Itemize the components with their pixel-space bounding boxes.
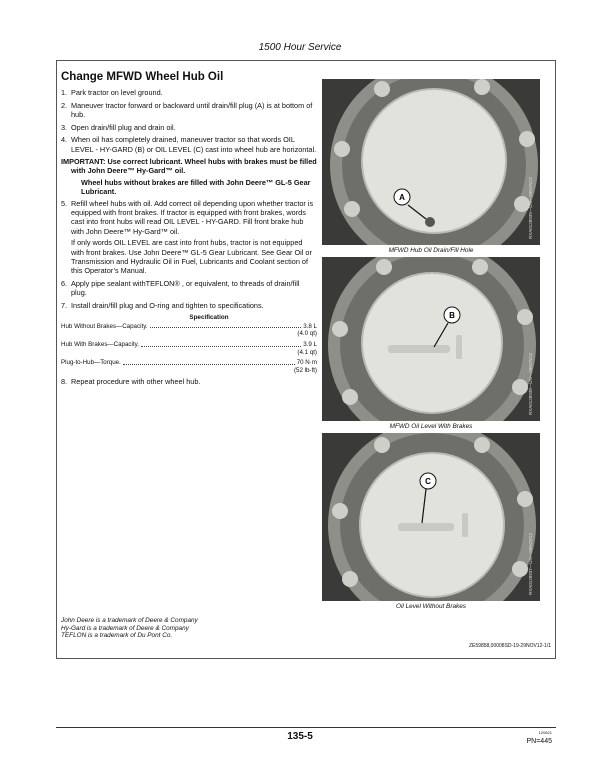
step-text: Install drain/fill plug and O-ring and tighten to specifications. bbox=[71, 301, 264, 311]
section-title: Change MFWD Wheel Hub Oil bbox=[61, 71, 224, 83]
step-text: When oil has completely drained, maneuver tractor so that words OIL LEVEL - HY-GARD (B) or OIL LEVEL (C) cast into wheel hub are horizontal. bbox=[71, 135, 317, 154]
step-text: Repeat procedure with other wheel hub. bbox=[71, 377, 201, 387]
hub-with-brakes-illustration bbox=[322, 257, 540, 421]
callout-c: C bbox=[425, 477, 431, 486]
step-5 bbox=[61, 199, 317, 236]
step-number: 1. bbox=[61, 88, 68, 97]
footer-small-code: 120621 bbox=[538, 730, 552, 735]
reference-code: ZE59858,00008SD-19-29NOV12-1/1 bbox=[469, 643, 551, 649]
procedure-column bbox=[61, 71, 317, 390]
trademark-line: TEFLON is a trademark of Du Pont Co. bbox=[61, 632, 173, 639]
trademark-line: Hy-Gard is a trademark of Deere & Company bbox=[61, 624, 189, 632]
spec-label: Hub Without Brakes—Capacity. bbox=[61, 322, 148, 330]
running-header: 1500 Hour Service bbox=[258, 42, 342, 53]
important-line-2: Wheel hubs without brakes are filled with John Deere™ GL-5 Gear Lubricant. bbox=[81, 177, 311, 196]
hub-drain-plug-illustration bbox=[322, 79, 540, 245]
step-4 bbox=[61, 135, 317, 153]
step-text: Open drain/fill plug and drain oil. bbox=[71, 122, 176, 132]
step-3 bbox=[61, 123, 317, 132]
step-number: 7. bbox=[61, 301, 68, 311]
step-number: 6. bbox=[61, 279, 68, 289]
step-text: Maneuver tractor forward or backward until drain/fill plug (A) is at bottom of hub. bbox=[71, 100, 313, 119]
callout-a: A bbox=[399, 193, 405, 202]
figure-caption-b: MFWD Oil Level With Brakes bbox=[389, 423, 473, 430]
step-number: 3. bbox=[61, 122, 68, 132]
spec-row bbox=[61, 323, 317, 338]
leader-dots bbox=[123, 364, 295, 365]
step-text: Park tractor on level ground. bbox=[71, 88, 163, 97]
page-number: 135-5 bbox=[287, 731, 313, 742]
step-text: Refill wheel hubs with oil. Add correct oil depending upon whether tractor is equipped with front brakes. If tractor is equipped with front brakes, words cast into front hubs will read OIL LEVEL - HY-GARD. Fill front brake hub with John Deere™ Hy-Gard™ oil. bbox=[71, 199, 314, 236]
step-6 bbox=[61, 279, 317, 297]
footer-rule bbox=[56, 727, 556, 728]
figure-code: RXA0128937—UN—29NOV12 bbox=[528, 532, 533, 595]
leader-dots bbox=[141, 346, 301, 347]
spec-value: 3.8 L bbox=[303, 322, 317, 330]
step-number: 5. bbox=[61, 199, 68, 209]
important-lead: IMPORTANT: bbox=[61, 157, 106, 167]
important-notice bbox=[61, 157, 317, 196]
callout-b: B bbox=[449, 311, 455, 320]
content-frame bbox=[56, 60, 556, 659]
pn-label: PN=445 bbox=[526, 738, 552, 745]
specification-title: Specification bbox=[189, 313, 229, 321]
hub-photo-with-brakes bbox=[322, 257, 540, 421]
hub-without-brakes-illustration bbox=[322, 433, 540, 601]
trademark-notices bbox=[61, 617, 198, 640]
trademark-line: John Deere is a trademark of Deere & Company bbox=[61, 617, 198, 624]
step-8 bbox=[61, 377, 317, 386]
spec-value: 70 N·m bbox=[296, 359, 317, 367]
spec-label: Plug-to-Hub—Torque. bbox=[61, 359, 121, 367]
spec-row bbox=[61, 359, 317, 374]
figure-code: RXA0128938—UN—29NOV12 bbox=[528, 352, 533, 415]
figure-caption-c: Oil Level Without Brakes bbox=[396, 603, 466, 610]
figure-caption-a: MFWD Hub Oil Drain/Fill Hole bbox=[388, 247, 474, 254]
step-5-note: If only words OIL LEVEL are cast into front hubs, tractor is not equipped with front brakes. Use John Deere™ GL-5 Gear Lubricant. See Gear Oil or Transmission and Hydraulic Oil in Fuel, Lubricants and Coolant section of this Operator’s Manual. bbox=[71, 238, 312, 275]
step-number: 4. bbox=[61, 135, 68, 145]
spec-label: Hub With Brakes—Capacity. bbox=[61, 340, 139, 348]
step-text: Apply pipe sealant withTEFLON® , or equivalent, to threads of drain/fill plug. bbox=[71, 279, 300, 298]
hub-photo-without-brakes bbox=[322, 433, 540, 601]
spec-row bbox=[61, 341, 317, 356]
step-number: 2. bbox=[61, 100, 68, 110]
spec-alt-value: (4.0 qt) bbox=[297, 330, 317, 338]
spec-alt-value: (52 lb-ft) bbox=[293, 366, 317, 374]
spec-value: 3.9 L bbox=[303, 340, 317, 348]
step-7 bbox=[61, 301, 317, 310]
hub-photo-drain-plug bbox=[322, 79, 540, 245]
figure-code: RXA0128939—UN—29NOV12 bbox=[528, 176, 533, 239]
spec-alt-value: (4.1 qt) bbox=[297, 348, 317, 356]
step-1 bbox=[61, 88, 317, 97]
step-number: 8. bbox=[61, 377, 68, 387]
leader-dots bbox=[150, 327, 302, 328]
important-line-1: Use correct lubricant. Wheel hubs with brakes must be filled with John Deere™ Hy-Gard™ oil. bbox=[71, 157, 317, 176]
step-2 bbox=[61, 101, 317, 119]
